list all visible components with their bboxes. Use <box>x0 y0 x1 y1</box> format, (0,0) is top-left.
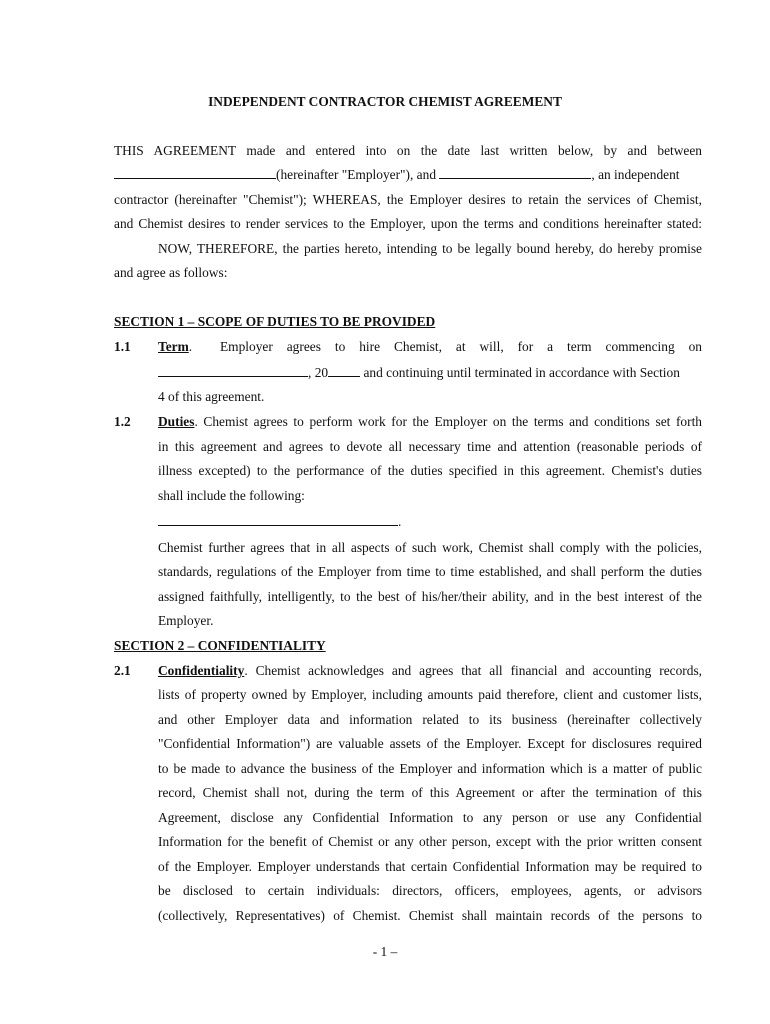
intro-line-5: NOW, THEREFORE, the parties hereto, intending to be legally bound hereby, do hereby promise <box>158 241 702 256</box>
clause-1-2-para2-line-3: assigned faithfully, intelligently, to the best of his/her/their ability, and in the best interest of the <box>158 589 702 604</box>
clause-1-1-label: Term <box>158 339 189 354</box>
clause-1-2-line-1-text: . Chemist agrees to perform work for the Employer on the terms and conditions set forth <box>194 414 702 429</box>
clause-1-1-line-2 <box>158 365 680 381</box>
clause-1-2-label: Duties <box>158 414 195 429</box>
duties-description-blank[interactable] <box>158 514 398 526</box>
intro-line-1: THIS AGREEMENT made and entered into on the date last written below, by and between <box>114 143 702 158</box>
clause-2-1-line-8: Information for the benefit of Chemist or any other person, except with the prior written consent <box>158 834 702 849</box>
clause-2-1-line-3: and other Employer data and information related to its business (hereinafter collectively <box>158 712 702 727</box>
duties-blank-period: . <box>398 514 402 529</box>
clause-1-1-number: 1.1 <box>114 339 131 354</box>
clause-2-1-line-6: record, Chemist shall not, during the term of this Agreement or after the termination of this <box>158 785 702 800</box>
clause-2-1-line-5: to be made to advance the business of the Employer and information which is a matter of public <box>158 761 702 776</box>
intro-line-4: and Chemist desires to render services to the Employer, upon the terms and conditions hereinafter stated: <box>114 216 702 231</box>
intro-chemist-tail: , an independent <box>591 167 680 182</box>
clause-1-1-line-3: 4 of this agreement. <box>158 389 265 404</box>
section-1-heading: SECTION 1 – SCOPE OF DUTIES TO BE PROVIDED <box>114 314 436 329</box>
chemist-name-blank[interactable] <box>439 167 591 179</box>
clause-1-2-line-5 <box>158 514 401 530</box>
clause-1-2-number: 1.2 <box>114 414 131 429</box>
intro-line-6: and agree as follows: <box>114 265 228 280</box>
clause-1-1-year-prefix: , 20 <box>308 365 329 380</box>
clause-1-1-line-2-tail: and continuing until terminated in accordance with Section <box>363 365 680 380</box>
intro-employer-text: (hereinafter "Employer"), and <box>276 167 437 182</box>
clause-2-1-label: Confidentiality <box>158 663 245 678</box>
term-start-date-blank[interactable] <box>158 365 308 377</box>
document-title: INDEPENDENT CONTRACTOR CHEMIST AGREEMENT <box>208 94 562 109</box>
clause-1-2-line-4: shall include the following: <box>158 488 305 503</box>
clause-1-2-line-2: in this agreement and agrees to devote all necessary time and attention (reasonable periods of <box>158 439 702 454</box>
page-number: - 1 – <box>372 944 398 959</box>
clause-2-1-line-2: lists of property owned by Employer, including amounts paid therefore, client and customer lists, <box>158 687 702 702</box>
clause-1-2-line-3: illness excepted) to the performance of the duties specified in this agreement. Chemist's duties <box>158 463 702 478</box>
clause-2-1-line-1 <box>158 663 702 679</box>
clause-1-1-line-1: Employer agrees to hire Chemist, at will, for a term commencing on <box>220 339 702 354</box>
section-2-heading: SECTION 2 – CONFIDENTIALITY <box>114 638 326 653</box>
clause-2-1-line-10: be disclosed to certain individuals: directors, officers, employees, agents, or advisors <box>158 883 702 898</box>
clause-2-1-line-1-text: . Chemist acknowledges and agrees that all financial and accounting records, <box>244 663 702 678</box>
employer-name-blank[interactable] <box>114 167 276 179</box>
intro-line-3: contractor (hereinafter "Chemist"); WHEREAS, the Employer desires to retain the services of Chemist, <box>114 192 702 207</box>
clause-1-2-para2-line-1: Chemist further agrees that in all aspects of such work, Chemist shall comply with the policies, <box>158 540 702 555</box>
intro-line-2 <box>114 167 702 183</box>
clause-1-1-label-punct: . <box>188 339 193 354</box>
clause-2-1-number: 2.1 <box>114 663 131 678</box>
clause-2-1-line-9: of the Employer. Employer understands that certain Confidential Information may be required to <box>158 859 702 874</box>
term-year-blank[interactable] <box>328 365 360 377</box>
clause-2-1-line-11: (collectively, Representatives) of Chemist. Chemist shall maintain records of the persons to <box>158 908 702 923</box>
clause-1-1-label-wrap <box>158 339 192 355</box>
clause-2-1-line-4: "Confidential Information") are valuable assets of the Employer. Except for disclosures required <box>158 736 702 751</box>
clause-1-2-para2-line-4: Employer. <box>158 613 214 628</box>
clause-1-2-line-1 <box>158 414 702 430</box>
clause-1-2-para2-line-2: standards, regulations of the Employer from time to time established, and shall perform the duties <box>158 564 702 579</box>
clause-2-1-line-7: Agreement, disclose any Confidential Information to any person or use any Confidential <box>158 810 702 825</box>
